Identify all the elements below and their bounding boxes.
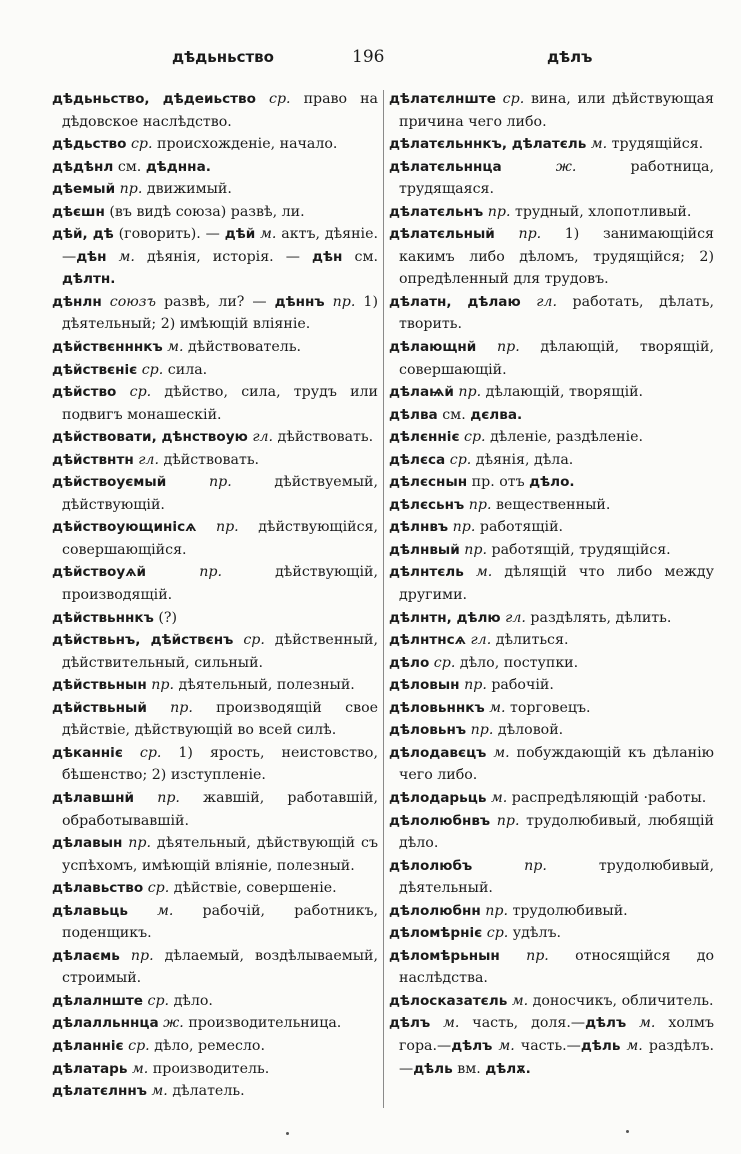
- entry-headword: дѣйствьнын: [52, 677, 147, 694]
- grammar-label: пр.: [518, 226, 542, 243]
- dictionary-entry: дѣнлн союзъ развѣ, ли? — дѣннъ пр. 1) дѣятельный; 2) имѣющій вліяніе.: [52, 293, 378, 333]
- dictionary-entry: дѣдьство ср. происхожденіе, начало.: [52, 136, 338, 153]
- dictionary-entry: дѣйствьный пр. производящій свое дѣйствіе, дѣйствующій во всей силѣ.: [52, 699, 379, 739]
- grammar-label: пр.: [496, 812, 520, 829]
- entry-headword: дѣлаємь: [52, 947, 120, 964]
- grammar-label: пр.: [496, 339, 520, 356]
- dictionary-entry: дѣло ср. дѣло, поступки.: [389, 654, 579, 671]
- grammar-label: союзъ: [109, 293, 156, 310]
- grammar-label: ср.: [502, 91, 525, 107]
- entry-headword: дѣдьньство, дѣдеиьство: [52, 91, 256, 107]
- grammar-label: пр.: [215, 519, 239, 536]
- entry-headword: дѣйствьный: [52, 699, 147, 716]
- dictionary-entry: дѣлолюбнн пр. трудолюбивый.: [389, 902, 628, 919]
- entry-headword: дѣлавьць: [52, 902, 128, 919]
- dictionary-entry: дѣлатєльный пр. 1) занимающійся какимъ либо дѣломъ, трудящійся; 2) опредѣленный для трудовъ.: [389, 226, 714, 288]
- dictionary-entry: дѣлєснын пр. отъ дѣло.: [389, 474, 575, 491]
- dictionary-entry: дѣлавьство ср. дѣйствіе, совершеніе.: [52, 880, 337, 897]
- grammar-label: ср.: [128, 1037, 150, 1054]
- entry-headword: дѣйствоуємый: [52, 474, 167, 491]
- dictionary-entry: дѣйствєнннкъ м. дѣйствователь.: [52, 339, 302, 356]
- entry-headword: дѣловьннкъ: [389, 699, 485, 716]
- entry-headword: дѣлъ: [389, 1015, 431, 1032]
- grammar-label: пр.: [458, 384, 482, 401]
- grammar-label: ж.: [163, 1015, 184, 1032]
- dictionary-entry: дѣлалнште ср. дѣло.: [52, 992, 213, 1009]
- entry-headword: дѣй, дѣ: [52, 226, 114, 243]
- entry-headword: дѣломѣрніє: [389, 925, 483, 942]
- entry-headword: дѣлєснын: [389, 474, 468, 491]
- dictionary-entry: дѣлолюбъ пр. трудолюбивый, дѣятельный.: [389, 857, 714, 897]
- entry-headword: дѣлатарь: [52, 1060, 128, 1077]
- grammar-label: пр.: [468, 496, 492, 513]
- grammar-label: пр.: [332, 293, 356, 310]
- dictionary-entry: дѣйствоуємый пр. дѣйствуемый, дѣйствующій.: [52, 474, 378, 513]
- dictionary-entry: дѣлєса ср. дѣянія, дѣла.: [389, 451, 574, 468]
- dictionary-entry: дѣлатарь м. производитель.: [52, 1060, 270, 1077]
- entry-headword: дѣлавын: [52, 835, 123, 852]
- dictionary-entry: дѣйство ср. дѣйство, сила, трудъ или подвигъ монашескій.: [52, 384, 379, 423]
- entry-headword: дѣлавьство: [52, 880, 144, 897]
- dictionary-entry: дѣйствоующинісѧ пр. дѣйствующійся, совершающійся.: [52, 519, 379, 558]
- grammar-label: пр.: [470, 722, 494, 739]
- dictionary-entry: дѣй, дѣ (говорить). — дѣй м. актъ, дѣяніе.—дѣн м. дѣянія, исторія. — дѣн см. дѣлтн.: [52, 226, 378, 288]
- entry-headword: дѣлнтн, дѣлю: [389, 609, 501, 626]
- dictionary-entry: дѣлатєлнште ср. вина, или дѣйствующая причина чего либо.: [389, 91, 715, 130]
- grammar-label: пр.: [464, 677, 487, 694]
- entry-headword: дѣйствєнннкъ: [52, 339, 163, 356]
- entry-headword: дѣлатєлнште: [389, 91, 496, 107]
- grammar-label: м.: [490, 789, 508, 806]
- grammar-label: ср.: [449, 451, 472, 468]
- entry-headword: дѣйство: [52, 384, 117, 401]
- grammar-label: ср.: [147, 880, 170, 897]
- entry-headword: дѣло.: [529, 474, 575, 491]
- column-divider: [383, 90, 384, 1108]
- print-speck: [286, 1132, 289, 1135]
- dictionary-entry: дѣлнвый пр. работящій, трудящійся.: [389, 541, 671, 558]
- grammar-label: пр.: [130, 947, 154, 964]
- dictionary-entry: дѣлавшнй пр. жавшій, работавшій, обработывавшій.: [52, 789, 378, 829]
- entry-headword: дѣло: [389, 654, 430, 671]
- dictionary-entry: дѣлатєльнъ пр. трудный, хлопотливый.: [389, 203, 692, 220]
- entry-headword: дѣйствоующинісѧ: [52, 519, 197, 536]
- grammar-label: пр.: [208, 474, 232, 491]
- entry-headword: дѣлолюбъ: [389, 857, 473, 874]
- entry-headword: дѣлтн.: [62, 271, 116, 288]
- grammar-label: ср.: [486, 925, 509, 942]
- dictionary-entry: дѣканніє ср. 1) ярость, неистовство, бѣшенство; 2) изступленіе.: [52, 744, 378, 784]
- dictionary-entry: дѣйствовати, дѣнствоую гл. дѣйствовать.: [52, 429, 374, 446]
- dictionary-entry: дѣлавьць м. рабочій, работникъ, поденщикъ.: [52, 902, 378, 942]
- entry-headword: дѣлєсьнъ: [389, 496, 465, 513]
- dictionary-entry: дѣлнтнсѧ гл. дѣлиться.: [389, 632, 569, 649]
- dictionary-entry: дѣйствьннкъ (?): [52, 609, 178, 626]
- entry-headword: дѣлатєльнъ: [389, 203, 484, 220]
- page-header: [0, 48, 741, 74]
- entry-headword: дѣлосказатєль: [389, 992, 508, 1009]
- dictionary-entry: дѣлатєльннца ж. работница, трудящаяся.: [389, 158, 714, 198]
- grammar-label: м.: [118, 248, 135, 265]
- dictionary-entry: дѣйствоуѧй пр. дѣйствующій, производящій.: [52, 564, 378, 604]
- entry-headword: дѣлатєльннца: [389, 158, 502, 175]
- grammar-label: ср.: [129, 384, 152, 401]
- grammar-label: пр.: [452, 519, 476, 536]
- grammar-label: ср.: [141, 361, 164, 378]
- grammar-label: м.: [489, 699, 506, 716]
- entry-headword: дѣлѫ.: [485, 1060, 531, 1077]
- dictionary-entry: дѣлаѩй пр. дѣлающій, творящій.: [389, 384, 644, 401]
- running-head-left: дѣдьньство: [172, 48, 274, 66]
- dictionary-entry: дѣловын пр. рабочій.: [389, 677, 554, 694]
- dictionary-entry: дѣлатєлннъ м. дѣлатель.: [52, 1083, 245, 1100]
- entry-headword: дѣлнтнсѧ: [389, 632, 466, 649]
- dictionary-entry: дѣлающнй пр. дѣлающій, творящій, совершающій.: [389, 339, 714, 378]
- grammar-label: м.: [639, 1015, 656, 1032]
- entry-headword: дѣлалнште: [52, 992, 143, 1009]
- right-column: [389, 88, 714, 1080]
- entry-headword: дѣйствьнъ, дѣйствєнъ: [52, 632, 234, 649]
- dictionary-entry: дѣлъ м. часть, доля.—дѣлъ м. холмъ гора.—дѣлъ м. часть.—дѣль м. раздѣлъ.—дѣль вм. дѣлѫ.: [389, 1015, 714, 1077]
- dictionary-entry: дѣлатн, дѣлаю гл. работать, дѣлать, творить.: [389, 293, 714, 333]
- dictionary-entry: дѣлва см. дєлва.: [389, 406, 523, 423]
- grammar-label: м.: [157, 902, 174, 919]
- entry-headword: дѣлолюбнвъ: [389, 812, 491, 829]
- dictionary-entry: дѣлаємь пр. дѣлаемый, воздѣлываемый, строимый.: [52, 947, 379, 987]
- grammar-label: гл.: [536, 293, 557, 310]
- grammar-label: м.: [443, 1015, 460, 1032]
- dictionary-entry: дѣлнтн, дѣлю гл. раздѣлять, дѣлить.: [389, 609, 672, 626]
- grammar-label: м.: [132, 1060, 149, 1077]
- entry-headword: дѣднна.: [145, 158, 211, 175]
- grammar-label: гл.: [252, 429, 274, 446]
- grammar-label: пр.: [487, 203, 511, 220]
- grammar-label: м.: [626, 1037, 643, 1054]
- dictionary-entry: дѣєшн (въ видѣ союза) развѣ, ли.: [52, 203, 305, 220]
- entry-headword: дѣєшн: [52, 203, 105, 220]
- entry-headword: дѣннъ: [274, 293, 325, 310]
- entry-headword: дѣн: [76, 248, 107, 265]
- entry-headword: дѣлнвъ: [389, 519, 449, 536]
- entry-headword: дѣй: [224, 226, 256, 243]
- entry-headword: дѣль: [413, 1060, 453, 1077]
- entry-headword: дѣн: [312, 248, 343, 265]
- dictionary-entry: дѣйствєніє ср. сила.: [52, 361, 208, 378]
- entry-headword: дѣнлн: [52, 293, 102, 310]
- grammar-label: пр.: [526, 947, 549, 964]
- dictionary-entry: дѣлнвъ пр. работящій.: [389, 519, 564, 536]
- grammar-label: м.: [475, 564, 493, 581]
- grammar-label: ср.: [269, 91, 291, 107]
- entry-headword: дѣлатєльннкъ, дѣлатєль: [389, 136, 587, 153]
- entry-headword: дѣловьнъ: [389, 722, 467, 739]
- entry-headword: дѣль: [580, 1037, 621, 1054]
- dictionary-entry: дѣлавын пр. дѣятельный, дѣйствующій съ успѣхомъ, имѣющій вліяніе, полезный.: [52, 835, 378, 874]
- grammar-label: м.: [151, 1083, 168, 1100]
- grammar-label: пр.: [170, 699, 193, 716]
- grammar-label: пр.: [524, 857, 547, 874]
- entry-headword: дѣлаѩй: [389, 384, 454, 401]
- entry-headword: дєлва.: [470, 406, 523, 423]
- dictionary-entry: дѣдьньство, дѣдеиьство ср. право на дѣдовское наслѣдство.: [52, 91, 379, 130]
- entry-headword: дѣдьство: [52, 136, 127, 153]
- dictionary-entry: дѣлолюбнвъ пр. трудолюбивый, любящій дѣло.: [389, 812, 714, 852]
- grammar-label: пр.: [485, 902, 508, 919]
- entry-headword: дѣломѣрьнын: [389, 947, 500, 964]
- dictionary-entry: дѣемый пр. движимый.: [52, 181, 232, 198]
- dictionary-entry: дѣломѣрьнын пр. относящійся до наслѣдства.: [389, 947, 714, 987]
- grammar-label: ср.: [243, 632, 265, 649]
- grammar-label: ср.: [130, 136, 153, 153]
- entry-headword: дѣлающнй: [389, 339, 477, 356]
- print-speck: [626, 1130, 629, 1133]
- dictionary-entry: дѣлодавєцъ м. побуждающій къ дѣланію чего либо.: [389, 744, 714, 784]
- entry-headword: дѣлъ: [585, 1015, 627, 1032]
- entry-headword: дѣйствоуѧй: [52, 564, 147, 581]
- grammar-label: м.: [167, 339, 184, 356]
- entry-headword: дѣемый: [52, 181, 116, 198]
- dictionary-entry: дѣланніє ср. дѣло, ремесло.: [52, 1037, 265, 1054]
- running-head-right: дѣлъ: [547, 48, 593, 66]
- entry-headword: дѣлалльннца: [52, 1015, 159, 1032]
- entry-headword: дѣлолюбнн: [389, 902, 481, 919]
- grammar-label: пр.: [119, 181, 143, 198]
- dictionary-entry: дѣйствьнъ, дѣйствєнъ ср. дѣйственный, дѣйствительный, сильный.: [52, 632, 379, 671]
- dictionary-entry: дѣлєнніє ср. дѣленіе, раздѣленіе.: [389, 429, 644, 446]
- grammar-label: ср.: [464, 429, 486, 446]
- entry-headword: дѣйствовати, дѣнствоую: [52, 429, 248, 446]
- entry-headword: дѣлнвый: [389, 541, 460, 558]
- grammar-label: гл.: [505, 609, 526, 626]
- entry-headword: дѣйствнтн: [52, 451, 134, 468]
- grammar-label: м.: [260, 226, 277, 243]
- dictionary-entry: дѣйствьнын пр. дѣятельный, полезный.: [52, 677, 355, 694]
- grammar-label: м.: [511, 992, 529, 1009]
- dictionary-entry: дѣлатєльннкъ, дѣлатєль м. трудящійся.: [389, 136, 704, 153]
- entry-headword: дѣлъ: [451, 1037, 493, 1054]
- grammar-label: гл.: [138, 451, 159, 468]
- grammar-label: пр.: [128, 835, 152, 852]
- dictionary-entry: дѣловьнъ пр. дѣловой.: [389, 722, 564, 739]
- entry-headword: дѣлатєльный: [389, 226, 495, 243]
- entry-headword: дѣйствьннкъ: [52, 609, 154, 626]
- grammar-label: ср.: [433, 654, 456, 671]
- dictionary-entry: дѣловьннкъ м. торговецъ.: [389, 699, 591, 716]
- grammar-label: м.: [498, 1037, 515, 1054]
- entry-headword: дѣлавшнй: [52, 789, 135, 806]
- entry-headword: дѣлєса: [389, 451, 446, 468]
- grammar-label: пр.: [151, 677, 174, 694]
- entry-headword: дѣйствєніє: [52, 361, 138, 378]
- grammar-label: ср.: [139, 744, 162, 761]
- dictionary-entry: дѣлнтєль м. дѣлящій что либо между другими.: [389, 564, 714, 604]
- grammar-label: пр.: [464, 541, 487, 558]
- dictionary-entry: дѣлосказатєль м. доносчикъ, обличитель.: [389, 992, 714, 1009]
- entry-headword: дѣлєнніє: [389, 429, 460, 446]
- entry-headword: дѣлатєлннъ: [52, 1083, 148, 1100]
- dictionary-entry: дѣломѣрніє ср. удѣлъ.: [389, 925, 561, 942]
- dictionary-entry: дѣлалльннца ж. производительница.: [52, 1015, 342, 1032]
- entry-headword: дѣлатн, дѣлаю: [389, 293, 521, 310]
- entry-headword: дѣлодавєцъ: [389, 744, 487, 761]
- dictionary-entry: дѣйствнтн гл. дѣйствовать.: [52, 451, 260, 468]
- grammar-label: м.: [493, 744, 510, 761]
- entry-headword: дѣдѣнл: [52, 158, 114, 175]
- grammar-label: м.: [590, 136, 608, 153]
- grammar-label: гл.: [470, 632, 492, 649]
- left-column: [52, 88, 378, 1103]
- entry-headword: дѣловын: [389, 677, 460, 694]
- grammar-label: пр.: [199, 564, 222, 581]
- entry-headword: дѣлодарьць: [389, 789, 487, 806]
- page-number: 196: [352, 47, 385, 67]
- entry-headword: дѣканніє: [52, 744, 123, 761]
- dictionary-entry: дѣлєсьнъ пр. вещественный.: [389, 496, 611, 513]
- entry-headword: дѣлва: [389, 406, 438, 423]
- grammar-label: ж.: [555, 158, 577, 175]
- dictionary-entry: дѣлодарьць м. распредѣляющій ·работы.: [389, 789, 707, 806]
- grammar-label: пр.: [157, 789, 180, 806]
- entry-headword: дѣлнтєль: [389, 564, 464, 581]
- entry-headword: дѣланніє: [52, 1037, 124, 1054]
- grammar-label: ср.: [147, 992, 170, 1009]
- dictionary-entry: дѣдѣнл см. дѣднна.: [52, 158, 211, 175]
